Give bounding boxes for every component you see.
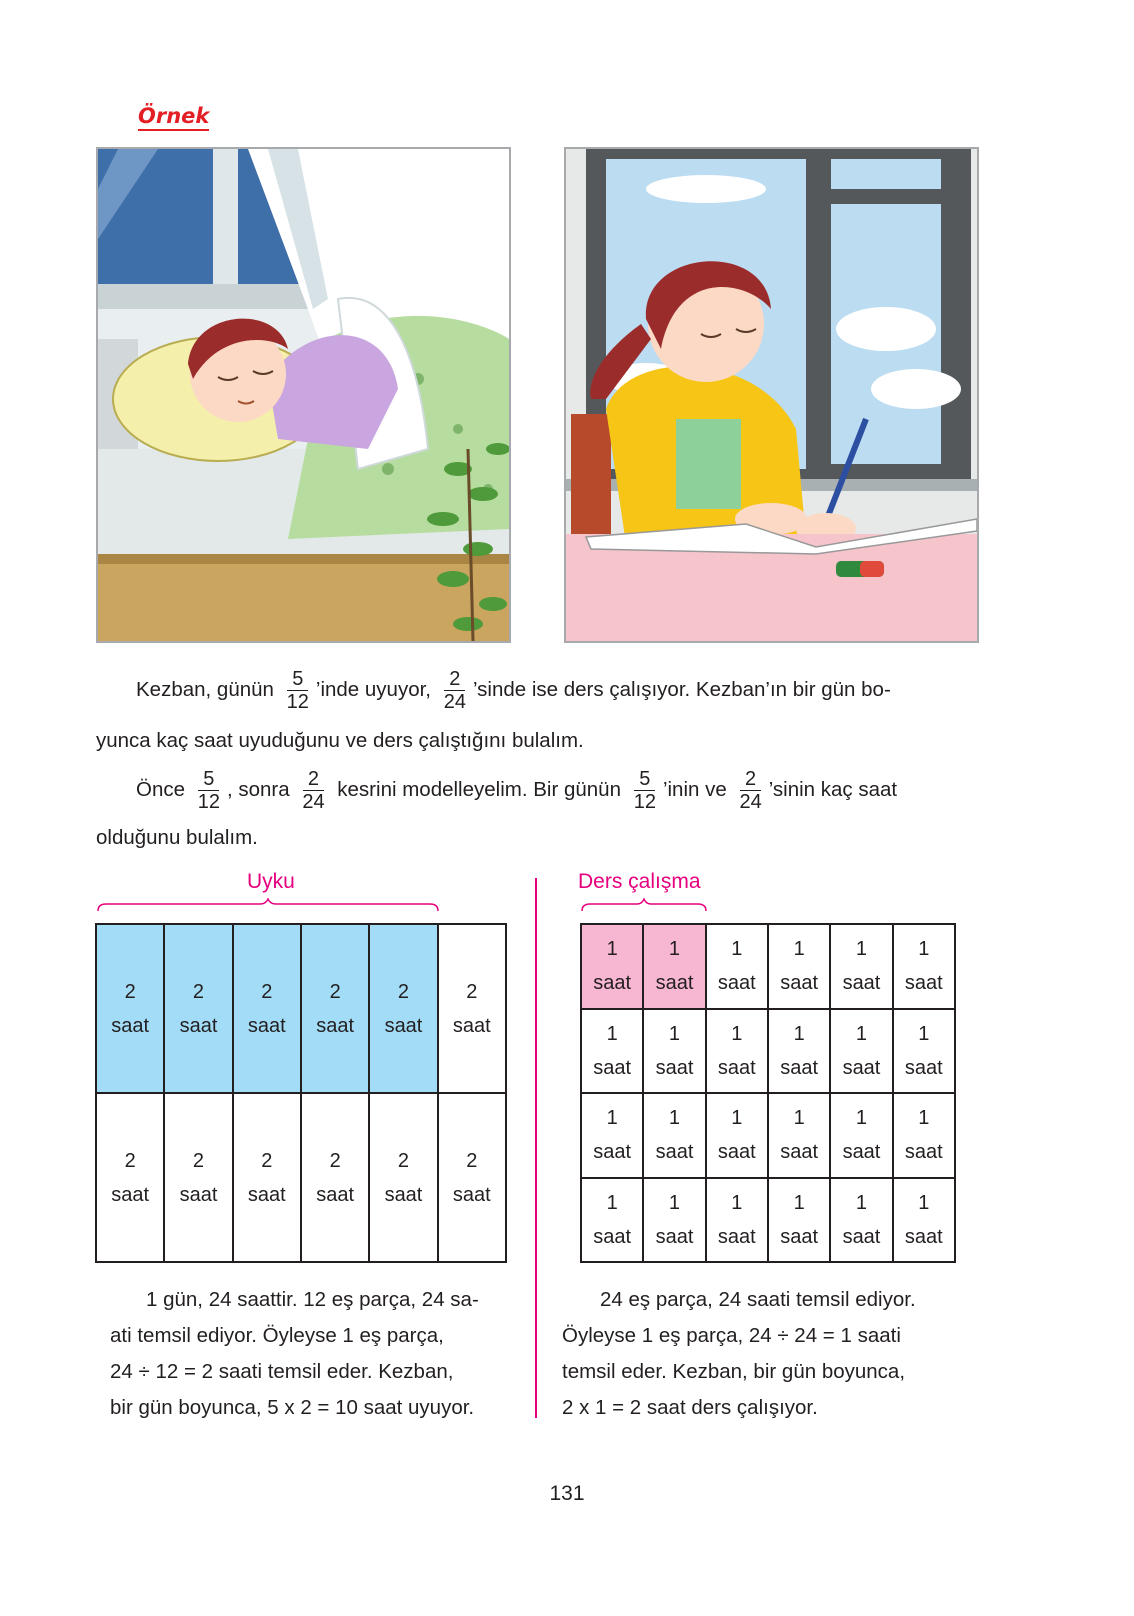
cell-unit: saat	[593, 1225, 632, 1248]
cell-hours: 1	[606, 1022, 618, 1045]
cell-hours: 1	[918, 1107, 930, 1130]
cell-unit: saat	[593, 1141, 632, 1164]
sleep-cell	[301, 1093, 369, 1262]
cell-unit: saat	[904, 972, 943, 995]
study-cell	[581, 1178, 643, 1263]
sleep-cell	[233, 1093, 301, 1262]
cell-hours: 1	[918, 1191, 930, 1214]
sleep-cell	[96, 1093, 164, 1262]
cell-hours: 2	[397, 1149, 410, 1172]
cell-unit: saat	[179, 1014, 218, 1037]
study-cell	[893, 1093, 955, 1178]
sleep-cell	[438, 1093, 506, 1262]
study-cell	[706, 1178, 768, 1263]
study-cell	[830, 924, 892, 1009]
cell-unit: saat	[904, 1225, 943, 1248]
cell-hours: 1	[855, 1191, 868, 1214]
cell-unit: saat	[655, 1225, 694, 1248]
study-cell	[706, 924, 768, 1009]
study-cell	[643, 1009, 705, 1094]
study-cell	[643, 1178, 705, 1263]
cell-hours: 2	[192, 980, 205, 1003]
sleep-label: Uyku	[247, 870, 295, 893]
cell-unit: saat	[179, 1183, 218, 1206]
fraction-2-24: $\frac{2}{24}$	[443, 668, 466, 713]
study-label: Ders çalışma	[578, 870, 701, 893]
cell-hours: 1	[606, 1107, 618, 1130]
cell-hours: 1	[918, 938, 930, 961]
cell-unit: saat	[316, 1183, 355, 1206]
cell-hours: 2	[329, 1149, 341, 1172]
cell-hours: 2	[466, 1149, 478, 1172]
fraction-5-12: $\frac{5}{12}$	[286, 668, 309, 713]
cell-hours: 2	[397, 980, 410, 1003]
sleep-explanation: 1 gün, 24 saattir. 12 eş parça, 24 sa- ati temsil ediyor. Öyleyse 1 eş parça, 24 ÷ 12 = 2 saati temsil eder. Kezban, bir gün boyunca, 5 x 2 = 10 saat uyuyor.	[110, 1288, 479, 1419]
cell-hours: 1	[855, 1022, 868, 1045]
cell-unit: saat	[780, 1225, 819, 1248]
cell-unit: saat	[384, 1183, 423, 1206]
sleep-cell	[369, 1093, 437, 1262]
model-paragraph-line2: olduğunu bulalım.	[96, 826, 258, 849]
cell-unit: saat	[842, 1141, 881, 1164]
cell-hours: 1	[731, 1191, 743, 1214]
study-cell	[643, 1093, 705, 1178]
cell-hours: 1	[793, 938, 805, 961]
study-cell	[830, 1009, 892, 1094]
study-cell	[581, 1093, 643, 1178]
page-number: 131	[549, 1482, 585, 1505]
cell-hours: 2	[192, 1149, 205, 1172]
cell-unit: saat	[717, 1225, 756, 1248]
cell-hours: 2	[124, 980, 136, 1003]
cell-unit: saat	[904, 1141, 943, 1164]
studying-girl-illustration	[564, 147, 979, 643]
cell-hours: 1	[793, 1022, 805, 1045]
cell-hours: 1	[855, 1107, 868, 1130]
cell-unit: saat	[780, 972, 819, 995]
sleep-brace	[96, 898, 441, 914]
cell-hours: 1	[668, 1022, 681, 1045]
cell-hours: 2	[124, 1149, 136, 1172]
cell-hours: 1	[668, 1107, 681, 1130]
problem-paragraph-line2: yunca kaç saat uyuduğunu ve ders çalıştığını bulalım.	[96, 729, 584, 752]
cell-hours: 2	[261, 1149, 273, 1172]
cell-unit: saat	[247, 1183, 286, 1206]
column-divider	[535, 878, 537, 1418]
sleeping-girl-illustration	[96, 147, 511, 643]
sleep-cell	[164, 1093, 232, 1262]
cell-hours: 1	[606, 1191, 618, 1214]
study-cell	[768, 1009, 830, 1094]
cell-hours: 1	[793, 1107, 805, 1130]
cell-hours: 1	[668, 1191, 681, 1214]
example-title: Örnek	[138, 104, 209, 131]
model-paragraph-line1: Önce $\frac{5}{12}$ , sonra $\frac{2}{24}$ kesrini modelleyelim. Bir günün $\frac{5}{12}$ ’inin ve $\frac{2}{24}$ ’sinin kaç saat	[136, 768, 898, 813]
cell-unit: saat	[842, 1056, 881, 1079]
cell-hours: 1	[668, 938, 681, 961]
sleep-model-grid	[95, 923, 507, 1263]
study-cell	[643, 924, 705, 1009]
cell-unit: saat	[842, 1225, 881, 1248]
cell-hours: 1	[793, 1191, 805, 1214]
cell-hours: 2	[466, 980, 478, 1003]
cell-hours: 1	[731, 938, 743, 961]
cell-unit: saat	[452, 1183, 491, 1206]
sleep-cell	[164, 924, 232, 1093]
study-cell	[768, 924, 830, 1009]
cell-unit: saat	[842, 972, 881, 995]
cell-hours: 1	[918, 1022, 930, 1045]
study-cell	[830, 1178, 892, 1263]
study-cell	[581, 1009, 643, 1094]
cell-unit: saat	[655, 1141, 694, 1164]
study-cell	[893, 1178, 955, 1263]
study-cell	[706, 1093, 768, 1178]
problem-paragraph-line1: Kezban, günün $\frac{5}{12}$ ’inde uyuyor, $\frac{2}{24}$ ’sinde ise ders çalışıyor. Kezban’ın bir gün bo-	[136, 668, 891, 713]
sleep-cell	[233, 924, 301, 1093]
cell-hours: 2	[261, 980, 273, 1003]
sleep-cell	[301, 924, 369, 1093]
cell-unit: saat	[780, 1056, 819, 1079]
cell-hours: 1	[855, 938, 868, 961]
cell-unit: saat	[904, 1056, 943, 1079]
study-explanation: 24 eş parça, 24 saati temsil ediyor. Öyleyse 1 eş parça, 24 ÷ 24 = 1 saati temsil eder. Kezban, bir gün boyunca, 2 x 1 = 2 saat ders çalışıyor.	[562, 1288, 916, 1419]
cell-hours: 1	[606, 938, 618, 961]
cell-unit: saat	[593, 1056, 632, 1079]
cell-unit: saat	[111, 1183, 150, 1206]
study-cell	[581, 924, 643, 1009]
cell-unit: saat	[717, 1056, 756, 1079]
cell-unit: saat	[316, 1014, 355, 1037]
sleep-cell	[96, 924, 164, 1093]
cell-hours: 2	[329, 980, 341, 1003]
cell-unit: saat	[655, 1056, 694, 1079]
cell-hours: 1	[731, 1107, 743, 1130]
cell-unit: saat	[593, 972, 632, 995]
cell-unit: saat	[780, 1141, 819, 1164]
cell-hours: 1	[731, 1022, 743, 1045]
cell-unit: saat	[247, 1014, 286, 1037]
study-cell	[830, 1093, 892, 1178]
sleep-cell	[438, 924, 506, 1093]
cell-unit: saat	[452, 1014, 491, 1037]
study-cell	[893, 1009, 955, 1094]
cell-unit: saat	[384, 1014, 423, 1037]
cell-unit: saat	[717, 972, 756, 995]
study-model-grid	[580, 923, 956, 1263]
cell-unit: saat	[655, 972, 694, 995]
study-cell	[768, 1093, 830, 1178]
study-cell	[768, 1178, 830, 1263]
cell-unit: saat	[717, 1141, 756, 1164]
cell-unit: saat	[111, 1014, 150, 1037]
sleep-cell	[369, 924, 437, 1093]
study-cell	[706, 1009, 768, 1094]
study-cell	[893, 924, 955, 1009]
study-brace	[580, 898, 710, 914]
